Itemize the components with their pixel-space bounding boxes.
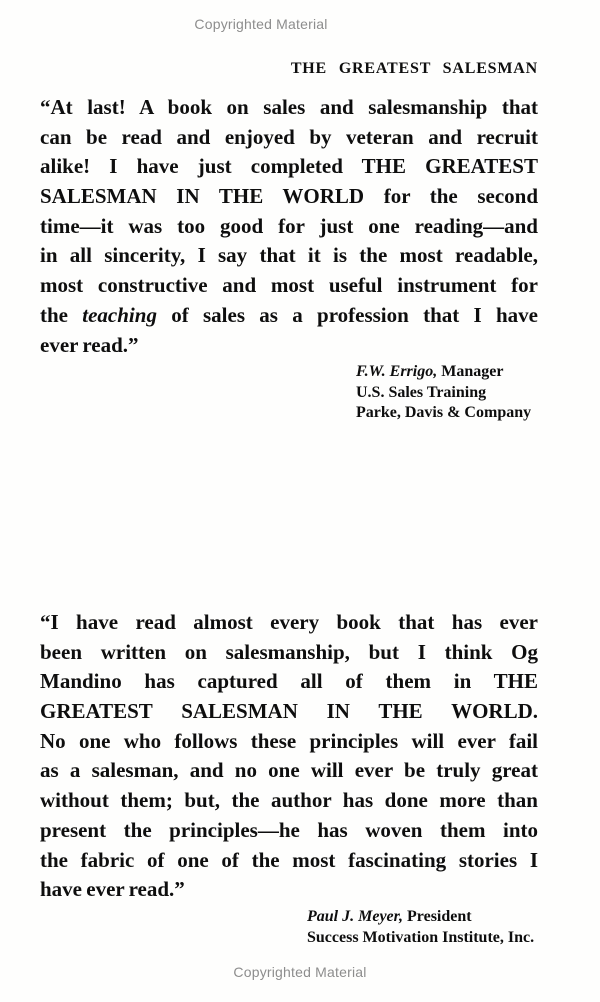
attribution-org: Parke, Davis & Company: [356, 404, 532, 422]
quote-line-italic-word: teaching: [82, 302, 157, 327]
quote-line: No one who follows these principles will ever fail: [40, 728, 538, 753]
quote-line-part: of sales as a profession that I have: [156, 302, 538, 327]
quote-line: the fabric of one of the most fascinating stories I: [40, 847, 538, 872]
quote-line: alike! I have just completed THE GREATEST: [40, 154, 538, 179]
attribution-org: U.S. Sales Training: [356, 383, 487, 401]
attribution-name: F.W. Errigo,: [356, 363, 438, 380]
quote-line: GREATEST SALESMAN IN THE WORLD.: [40, 699, 538, 724]
quote-line-part: the: [40, 302, 83, 327]
testimonial-quote-2: [40, 608, 538, 905]
quote-line: “At last! A book on sales and salesmanship that: [40, 95, 538, 119]
quote-line: “I have read almost every book that has ever: [40, 610, 538, 634]
quote-last-line: ever read.”: [40, 332, 139, 357]
quote-line: without them; but, the author has done more than: [40, 788, 538, 813]
copyright-notice-bottom: Copyrighted Material: [233, 964, 367, 980]
quote-line: SALESMAN IN THE WORLD for the second: [40, 184, 538, 209]
quote-line: in all sincerity, I say that it is the most readable,: [40, 243, 538, 268]
quote-line-with-italic: [40, 301, 538, 331]
quote-line: Mandino has captured all of them in THE: [40, 669, 538, 694]
testimonial-quote-1: [40, 93, 538, 360]
quote-line: time—it was too good for just one reading—and: [40, 213, 538, 238]
attribution-org: Success Motivation Institute, Inc.: [307, 928, 535, 946]
quote-line: most constructive and most useful instrument for: [40, 273, 538, 298]
quote-line: can be read and enjoyed by veteran and recruit: [40, 124, 538, 149]
quote-line: as a salesman, and no one will ever be truly great: [40, 758, 538, 783]
quote-line: been written on salesmanship, but I think Og: [40, 639, 538, 664]
copyright-notice-top: Copyrighted Material: [194, 16, 328, 32]
attribution-name: Paul J. Meyer,: [307, 908, 403, 925]
quote-last-line: have ever read.”: [40, 877, 185, 902]
attribution-role: Manager: [437, 363, 504, 380]
attribution-name-line: [307, 907, 534, 928]
quote-line: present the principles—he has woven them into: [40, 817, 538, 842]
attribution-2: [307, 907, 534, 948]
attribution-role: President: [403, 908, 472, 925]
running-header: THE GREATEST SALESMAN: [290, 60, 538, 77]
attribution-1: [356, 362, 531, 424]
attribution-name-line: [356, 362, 531, 383]
